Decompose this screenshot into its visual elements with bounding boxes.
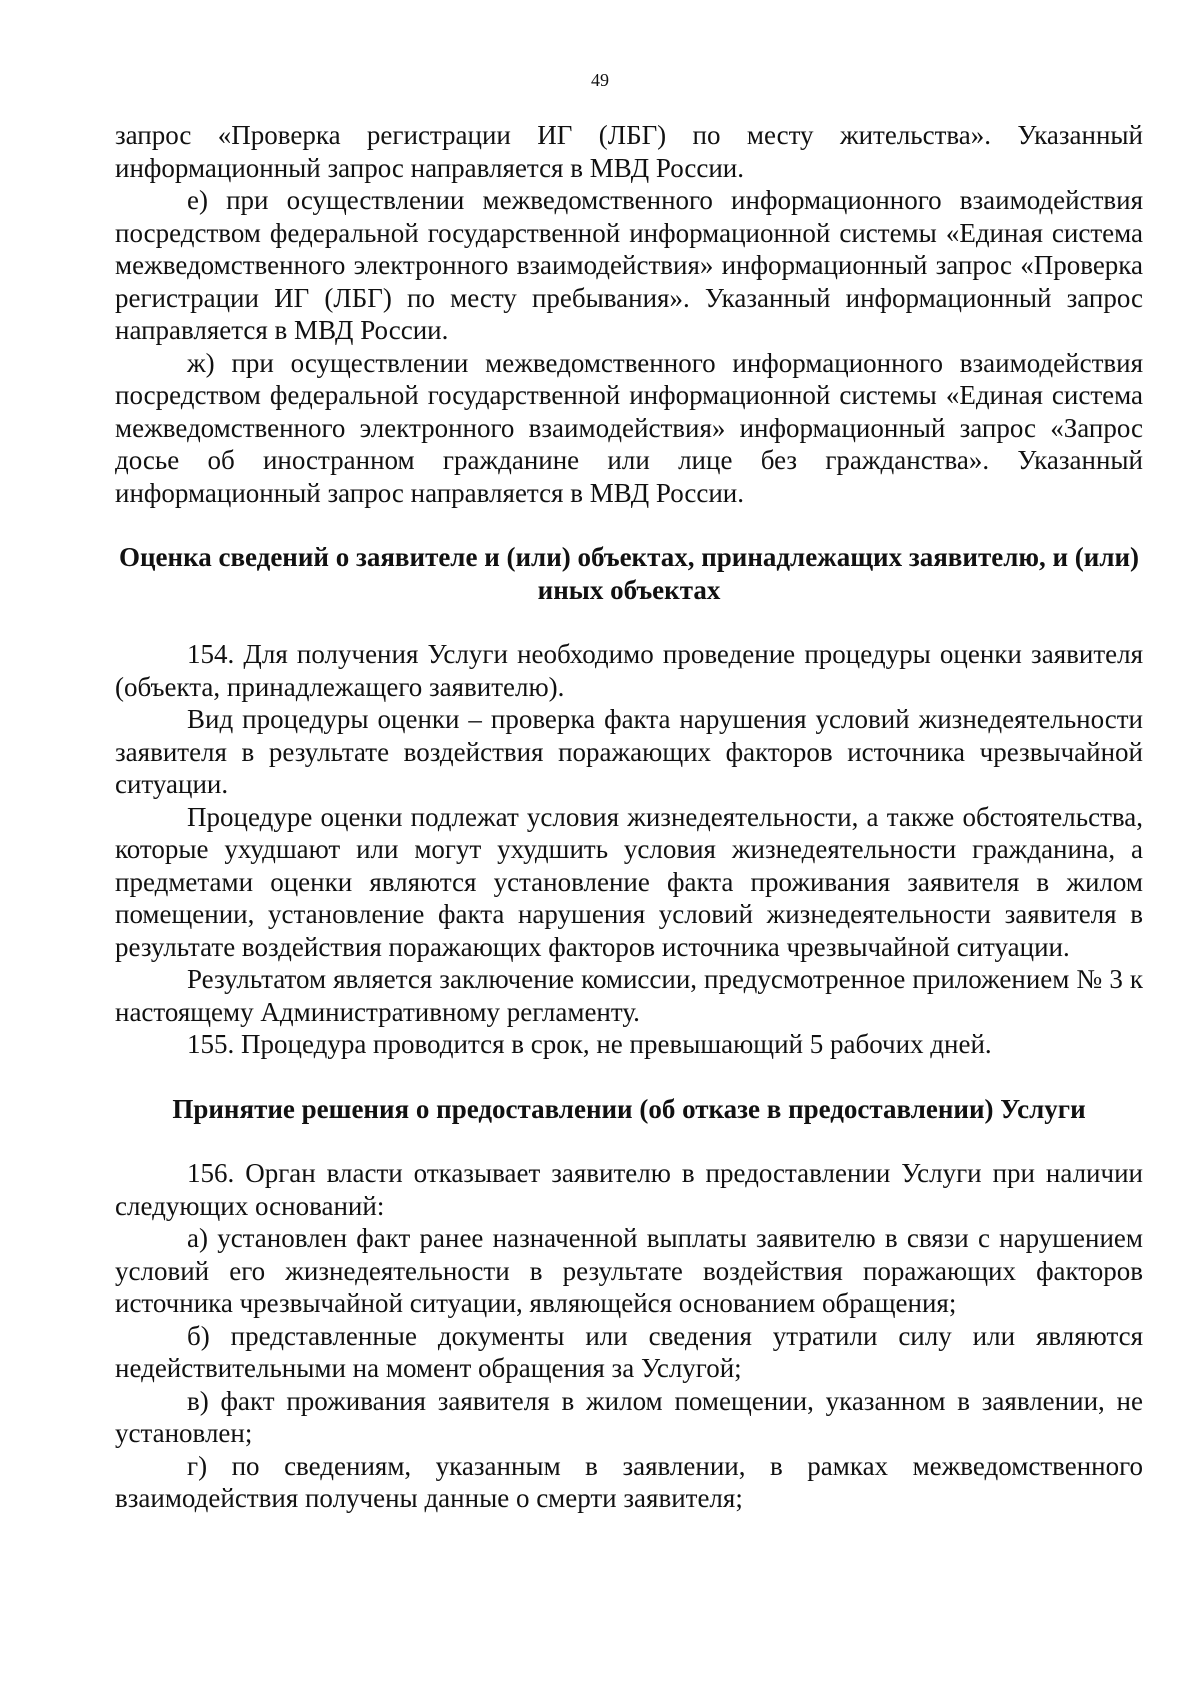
paragraph-154: 154. Для получения Услуги необходимо проведение процедуры оценки заявителя (объекта, принадлежащего заявителю). xyxy=(115,639,1143,702)
paragraph-item-b: б) представленные документы или сведения утратили силу или являются недействительными на момент обращения за Услугой; xyxy=(115,1320,1143,1383)
paragraph-item-g: г) по сведениям, указанным в заявлении, в рамках межведомственного взаимодействия получены данные о смерти заявителя; xyxy=(115,1450,1143,1513)
page-number: 49 xyxy=(591,70,609,90)
paragraph-assessment-subject: Процедуре оценки подлежат условия жизнедеятельности, а также обстоятельства, которые ухудшают или могут ухудшить условия жизнедеятельности гражданина, а предметами оценки являются установление факта проживания заявителя в жилом помещении, установление факта нарушения условий жизнедеятельности заявителя в результате воздействия поражающих факторов источника чрезвычайной ситуации. xyxy=(115,801,1143,962)
paragraph-assessment-result: Результатом является заключение комиссии, предусмотренное приложением № 3 к настоящему Административному регламенту. xyxy=(115,964,1143,1027)
section-heading-decision: Принятие решения о предоставлении (об отказе в предоставлении) Услуги xyxy=(172,1093,1086,1124)
section-heading-assessment: Оценка сведений о заявителе и (или) объектах, принадлежащих заявителю, и (или) иных объектах xyxy=(118,542,1140,605)
paragraph-item-zh: ж) при осуществлении межведомственного информационного взаимодействия посредством федеральной государственной информационной системы «Единая система межведомственного электронного взаимодействия» информационный запрос «Запрос досье об иностранном гражданине или лице без гражданства». Указанный информационный запрос направляется в МВД России. xyxy=(115,347,1143,508)
paragraph-156: 156. Орган власти отказывает заявителю в предоставлении Услуги при наличии следующих оснований: xyxy=(115,1158,1143,1221)
paragraph-assessment-type: Вид процедуры оценки – проверка факта нарушения условий жизнедеятельности заявителя в результате воздействия поражающих факторов источника чрезвычайной ситуации. xyxy=(115,704,1143,799)
paragraph-item-e: е) при осуществлении межведомственного информационного взаимодействия посредством федеральной государственной информационной системы «Единая система межведомственного электронного взаимодействия» информационный запрос «Проверка регистрации ИГ (ЛБГ) по месту пребывания». Указанный информационный запрос направляется в МВД России. xyxy=(115,185,1143,345)
paragraph-request-residence: запрос «Проверка регистрации ИГ (ЛБГ) по месту жительства». Указанный информационный запрос направляется в МВД России. xyxy=(115,120,1143,183)
paragraph-155: 155. Процедура проводится в срок, не превышающий 5 рабочих дней. xyxy=(187,1029,992,1059)
document-body xyxy=(115,119,1143,1515)
paragraph-item-a: а) установлен факт ранее назначенной выплаты заявителю в связи с нарушением условий его жизнедеятельности в результате воздействия поражающих факторов источника чрезвычайной ситуации, являющейся основанием обращения; xyxy=(115,1223,1143,1318)
paragraph-item-v: в) факт проживания заявителя в жилом помещении, указанном в заявлении, не установлен; xyxy=(115,1385,1143,1448)
